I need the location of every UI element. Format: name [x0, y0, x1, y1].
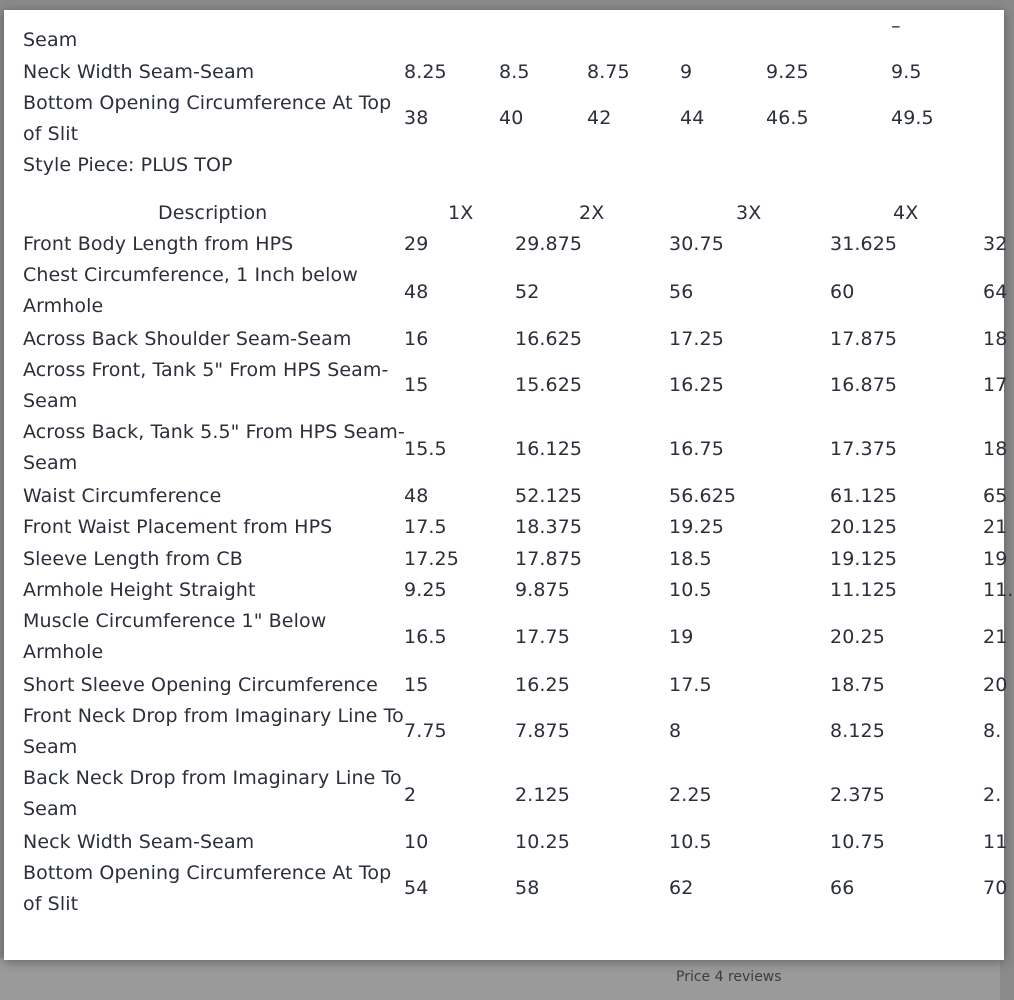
table-cell: 46.5: [766, 107, 809, 129]
table-cell: 10.25: [515, 831, 570, 853]
table-cell: 16.875: [830, 374, 898, 396]
table-cell: 10.75: [830, 831, 885, 853]
table-cell: 9.875: [515, 579, 570, 601]
table-cell: 11: [983, 831, 1008, 853]
size-chart-modal: Seam – Neck Width Seam-Seam 8.25 8.5 8.75 9 9.25 9.5 Bottom Opening Circumference At Top of Slit 38 40 42 44 46.5 49.5 Style Piece: PLUS TOP Description 1X 2X 3X 4X Front Body Length from HPS 29 29.875 30.75 31.625 32 Chest Circumference, 1 Inch below Armhole 48 52 56 60 64 Across Back Shoulder Seam-Seam 16 16.625 17.25 17.875 18 Across Front, Tank 5" From HPS Seam-Seam 15 15.625 16.25 16.875 17 Across Back, Tank 5.5" From HPS Seam-Seam 15.5 16.125 16.75 17.375 18 Waist Circumference 48 52.125 56.625 61.125 65 Front Waist Placement from HPS 17.5 18.375 19.25 20.125 21 Sleeve Length from CB 17.25 17.875 18.5 19.125 19 Armhole Height Straight 9.25 9.875 10.5 11.125 11. Muscle Circumference 1" Below Armhole 16.5 17.75 19 20.25 21 Short Sleeve Opening Circumference 15 16.25 17.5 18.75 20 Front Neck Drop from Imaginary Line To Seam 7.75 7.875 8 8.125 8. Back Neck Drop from Imaginary Line To Seam 2 2.125 2.25 2.375 2. Neck Width Seam-Seam 10 10.25 10.5 10.75 11 Bottom Opening Circumference At Top of Slit 54 58 62 66 70: [4, 10, 1004, 960]
table-cell: 18.5: [669, 548, 712, 570]
row-description: Across Back, Tank 5.5" From HPS Seam-Seam: [23, 421, 405, 474]
table-cell: 19: [983, 548, 1008, 570]
table-cell: 10.5: [669, 831, 712, 853]
table-cell: 8.5: [499, 61, 530, 83]
table-cell: 29: [404, 233, 429, 255]
table-cell: 8.75: [587, 61, 630, 83]
table-cell: 15.5: [404, 438, 447, 460]
row-description: Neck Width Seam-Seam: [23, 61, 255, 83]
table-cell: 56.625: [669, 485, 737, 507]
table-cell: 9.25: [404, 579, 447, 601]
table-cell: 58: [515, 877, 540, 899]
table-cell: 48: [404, 281, 429, 303]
table-cell: 18.75: [830, 674, 885, 696]
table-cell: 17.75: [515, 626, 570, 648]
row-description: Chest Circumference, 1 Inch below Armhole: [23, 264, 358, 317]
table-cell: 8.125: [830, 720, 885, 742]
table-cell: 20: [983, 674, 1008, 696]
row-description: Back Neck Drop from Imaginary Line To Seam: [23, 767, 402, 820]
table-cell: 15: [404, 374, 429, 396]
table-cell: 2.: [983, 784, 1002, 806]
table-cell: 19.125: [830, 548, 898, 570]
row-description: Front Waist Placement from HPS: [23, 516, 333, 538]
row-description: Front Neck Drop from Imaginary Line To Seam: [23, 705, 404, 758]
table-cell: 2: [404, 784, 417, 806]
row-description: Across Front, Tank 5" From HPS Seam-Seam: [23, 359, 389, 412]
table-cell: 2.375: [830, 784, 885, 806]
table-cell: 40: [499, 107, 524, 129]
table-cell: 20.125: [830, 516, 898, 538]
table-cell: 9: [680, 61, 693, 83]
table-cell: 31.625: [830, 233, 898, 255]
table-cell: 17.25: [669, 328, 724, 350]
table-cell: 16.25: [515, 674, 570, 696]
row-description: Short Sleeve Opening Circumference: [23, 674, 378, 696]
table-cell: 42: [587, 107, 612, 129]
table-cell: 32: [983, 233, 1008, 255]
row-description: Front Body Length from HPS: [23, 233, 294, 255]
table-cell: 10: [404, 831, 429, 853]
table-cell: 17: [983, 374, 1008, 396]
column-header: 2X: [579, 202, 605, 224]
column-header: Description: [158, 202, 268, 224]
table-cell: 9.5: [891, 61, 922, 83]
table-cell: 15.625: [515, 374, 583, 396]
reviews-link[interactable]: Price 4 reviews: [676, 969, 782, 985]
table-cell: 19: [669, 626, 694, 648]
table-cell: 16.75: [669, 438, 724, 460]
table-cell: 16.625: [515, 328, 583, 350]
table-cell: 11.125: [830, 579, 898, 601]
table-cell: 49.5: [891, 107, 934, 129]
table-cell: 2.25: [669, 784, 712, 806]
table-cell: 16.25: [669, 374, 724, 396]
table-cell: 54: [404, 877, 429, 899]
clipped-value: –: [891, 15, 901, 37]
table-cell: 10.5: [669, 579, 712, 601]
table-cell: 18: [983, 328, 1008, 350]
row-description: Muscle Circumference 1" Below Armhole: [23, 610, 327, 663]
table-cell: 18.375: [515, 516, 583, 538]
table-cell: 7.75: [404, 720, 447, 742]
table-cell: 52.125: [515, 485, 583, 507]
table-cell: 16: [404, 328, 429, 350]
table-cell: 17.5: [669, 674, 712, 696]
table-cell: 18: [983, 438, 1008, 460]
table-cell: 44: [680, 107, 705, 129]
table-cell: 21: [983, 516, 1008, 538]
table-cell: 62: [669, 877, 694, 899]
table-cell: 20.25: [830, 626, 885, 648]
table-cell: 17.5: [404, 516, 447, 538]
row-description: Across Back Shoulder Seam-Seam: [23, 328, 352, 350]
row-description: Seam: [23, 29, 78, 51]
table-cell: 29.875: [515, 233, 583, 255]
table-cell: 64: [983, 281, 1008, 303]
table-cell: 17.875: [515, 548, 583, 570]
column-header: 3X: [736, 202, 762, 224]
table-cell: 65: [983, 485, 1008, 507]
row-description: Bottom Opening Circumference At Top of Slit: [23, 862, 392, 915]
table-cell: 2.125: [515, 784, 570, 806]
page-backdrop: [0, 958, 1000, 1000]
table-cell: 16.5: [404, 626, 447, 648]
table-cell: 8.: [983, 720, 1002, 742]
table-cell: 52: [515, 281, 540, 303]
table-cell: 8.25: [404, 61, 447, 83]
table-cell: 38: [404, 107, 429, 129]
table-cell: 17.875: [830, 328, 898, 350]
table-cell: 70: [983, 877, 1008, 899]
table-cell: 16.125: [515, 438, 583, 460]
row-description: Armhole Height Straight: [23, 579, 256, 601]
table-cell: 60: [830, 281, 855, 303]
table-cell: 17.25: [404, 548, 459, 570]
table-cell: 15: [404, 674, 429, 696]
table-cell: 9.25: [766, 61, 809, 83]
table-cell: 21: [983, 626, 1008, 648]
row-description: Sleeve Length from CB: [23, 548, 243, 570]
table-cell: 11.: [983, 579, 1014, 601]
table-cell: 61.125: [830, 485, 898, 507]
table-cell: 19.25: [669, 516, 724, 538]
table-cell: 48: [404, 485, 429, 507]
table-cell: 17.375: [830, 438, 898, 460]
row-description: Neck Width Seam-Seam: [23, 831, 255, 853]
table-cell: 7.875: [515, 720, 570, 742]
row-description: Bottom Opening Circumference At Top of Slit: [23, 92, 392, 145]
table-cell: 66: [830, 877, 855, 899]
table-cell: 56: [669, 281, 694, 303]
table-cell: 8: [669, 720, 682, 742]
row-description: Waist Circumference: [23, 485, 222, 507]
table-cell: 30.75: [669, 233, 724, 255]
column-header: 4X: [893, 202, 919, 224]
column-header: 1X: [448, 202, 474, 224]
